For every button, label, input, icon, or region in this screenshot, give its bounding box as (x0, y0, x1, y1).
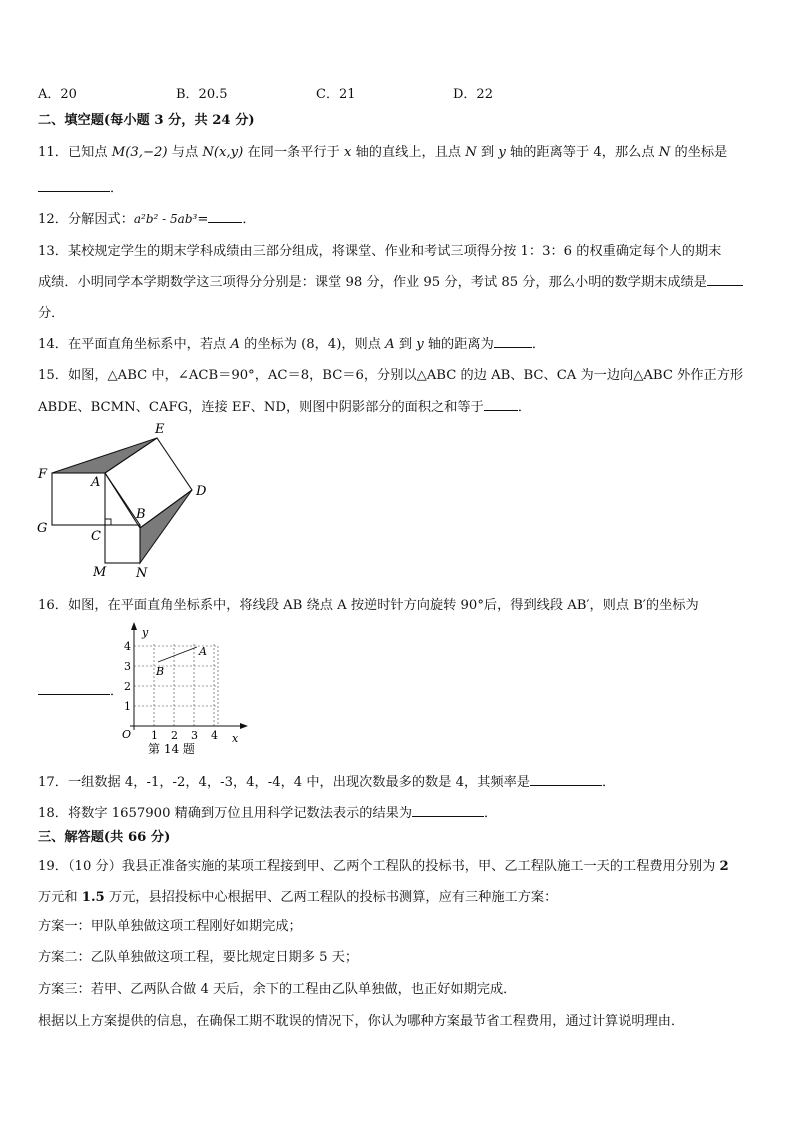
q17-end: ． (601, 775, 616, 790)
q15-line-2-text: ABDE、BCMN、CAFG，连接 EF、ND，则图中阴影部分的面积之和等于 (38, 400, 484, 415)
q11-suffix: 的坐标是 (670, 145, 728, 160)
q11-prefix: 11．已知点 (38, 145, 112, 160)
q17-answer-blank[interactable] (530, 773, 602, 786)
y-axis-arrow (131, 622, 137, 630)
y-tick-2: 2 (124, 680, 131, 693)
q15-answer-blank[interactable] (484, 398, 518, 411)
label-e: E (155, 422, 165, 437)
question-14 (38, 333, 545, 352)
origin-label: O (122, 728, 132, 741)
figure-15 (30, 418, 220, 584)
label-a: A (91, 475, 101, 490)
q13-line-1: 13．某校规定学生的期末学科成绩由三部分组成，将课堂、作业和考试三项得分按 1：3：6 的权重确定每个人的期末 (38, 244, 722, 259)
q11-end: ． (110, 181, 124, 196)
y-axis-label: y (142, 626, 149, 639)
q19-cost-yi: 1.5 (81, 890, 105, 905)
q18-answer-blank[interactable] (412, 804, 484, 817)
q16-line-1: 16．如图，在平面直角坐标系中，将线段 AB 绕点 A 按逆时针方向旋转 90°后，得到线段 AB′，则点 B′的坐标为 (38, 598, 699, 613)
section-3-heading: 三、解答题(共 66 分) (38, 830, 171, 845)
shaded-triangle-bnd (140, 490, 192, 563)
q11-answer-line (38, 177, 123, 196)
q12-equals: = (197, 212, 209, 227)
question-17 (38, 771, 615, 790)
section-2-heading: 二、填空题(每小题 3 分，共 24 分) (38, 113, 255, 128)
q13-answer-blank[interactable] (707, 273, 743, 286)
q10-option-d: D．22 (453, 87, 493, 102)
q11-y: y (498, 145, 506, 160)
q19-plan-1: 方案一：甲队单独做这项工程刚好如期完成； (38, 919, 302, 934)
q11-mid1: 与点 (167, 145, 203, 160)
q14-a: 14．在平面直角坐标系中，若点 (38, 337, 231, 352)
segment-ab (105, 473, 140, 525)
q14-y: y (416, 337, 424, 352)
x-axis-arrow (240, 723, 248, 729)
label-d: D (196, 484, 207, 499)
segment-ab (158, 647, 197, 662)
label-f: F (38, 467, 48, 482)
q11-mid4: 到 (476, 145, 499, 160)
q19-last-line: 根据以上方案提供的信息，在确保工期不耽误的情况下，你认为哪种方案最节省工程费用，通过计算说明理由． (38, 1014, 685, 1029)
label-n: N (136, 566, 148, 581)
q12-expression: a²b² - 5ab³ (133, 212, 198, 226)
x-tick-2: 2 (171, 729, 178, 742)
q11-answer-blank[interactable] (38, 179, 110, 192)
q16-answer-blank[interactable] (38, 682, 110, 695)
q10-option-c: C．21 (316, 87, 356, 102)
q10-option-a: A．20 (38, 87, 77, 102)
x-tick-1: 1 (151, 729, 158, 742)
q19-cost-jia: 2 (719, 859, 729, 874)
q13-line-3: 分． (38, 306, 65, 321)
q11-point-n: N(x,y) (202, 145, 244, 160)
y-tick-4: 4 (124, 640, 131, 653)
right-angle-mark (105, 519, 111, 525)
y-tick-3: 3 (124, 660, 131, 673)
q14-point-a2: A (385, 337, 395, 352)
q13-line-2 (38, 271, 743, 290)
question-11 (38, 141, 727, 160)
q11-point-m: M(3,−2) (111, 145, 168, 160)
q14-end: ． (531, 337, 545, 352)
q16-answer-line (38, 680, 123, 699)
q18-text: 18．将数字 1657900 精确到万位且用科学记数法表示的结果为 (38, 806, 413, 821)
q16-end: ． (110, 684, 124, 699)
point-a-label: A (199, 645, 207, 658)
q11-mid5: 轴的距离等于 4，那么点 (505, 145, 659, 160)
q18-end: ． (484, 806, 498, 821)
square-bcmn (105, 525, 140, 563)
q15-end: ． (517, 400, 531, 415)
q15-line-2 (38, 396, 531, 415)
q13-line-2-text: 成绩．小明同学本学期数学这三项得分分别是：课堂 98 分，作业 95 分，考试 85 分，那么小明的数学期末成绩是 (38, 275, 707, 290)
q19-line-1 (38, 855, 729, 874)
q15-line-1: 15．如图，△ABC 中，∠ACB＝90°，AC＝8，BC＝6，分别以△ABC 的边 AB、BC、CA 为一边向△ABC 外作正方形 (38, 368, 744, 383)
q11-mid2: 在同一条平行于 (243, 145, 344, 160)
q19-plan-3: 方案三：若甲、乙两队合做 4 天后，余下的工程由乙队单独做，也正好如期完成． (38, 982, 517, 997)
point-b-label: B (156, 665, 165, 678)
question-18 (38, 802, 497, 821)
q11-x: x (343, 145, 352, 160)
q14-answer-blank[interactable] (494, 335, 532, 348)
q12-end: ． (242, 212, 256, 227)
q14-c: 到 (394, 337, 417, 352)
shaded-triangle-afe (52, 438, 157, 473)
q10-option-b: B．20.5 (176, 87, 228, 102)
x-axis-label: x (232, 732, 239, 745)
q14-d: 轴的距离为 (423, 337, 494, 352)
label-m: M (93, 565, 107, 580)
y-tick-1: 1 (124, 700, 131, 713)
x-tick-4: 4 (211, 729, 218, 742)
q17-text: 17．一组数据 4，-1，-2，4，-3，4，-4，4 中，出现次数最多的数是 4，其频率是 (38, 775, 530, 790)
label-g: G (37, 521, 48, 536)
q19-line-1-text: 19．（10 分）我县正准备实施的某项工程接到甲、乙两个工程队的投标书，甲、乙工程队施工一天的工程费用分别为 (38, 859, 720, 874)
question-12 (38, 208, 256, 227)
figure-16 (118, 620, 256, 760)
figure-caption: 第 14 题 (148, 742, 195, 756)
x-tick-3: 3 (191, 729, 198, 742)
q19-plan-2: 方案二：乙队单独做这项工程，要比规定日期多 5 天； (38, 950, 359, 965)
q11-mid3: 轴的直线上，且点 (351, 145, 466, 160)
q19-line-2 (38, 886, 557, 905)
q19-line-2c: 万元，县招投标中心根据甲、乙两工程队的投标书测算，应有三种施工方案： (104, 890, 558, 905)
q12-answer-blank[interactable] (208, 210, 242, 223)
label-c: C (91, 529, 101, 544)
label-b: B (136, 507, 146, 522)
q11-n3: N (658, 145, 671, 160)
q14-b: 的坐标为 (8，4)，则点 (239, 337, 386, 352)
q12-text: 12．分解因式： (38, 212, 134, 227)
q11-n2: N (465, 145, 477, 160)
q14-point-a: A (230, 337, 240, 352)
q19-line-2a: 万元和 (38, 890, 82, 905)
